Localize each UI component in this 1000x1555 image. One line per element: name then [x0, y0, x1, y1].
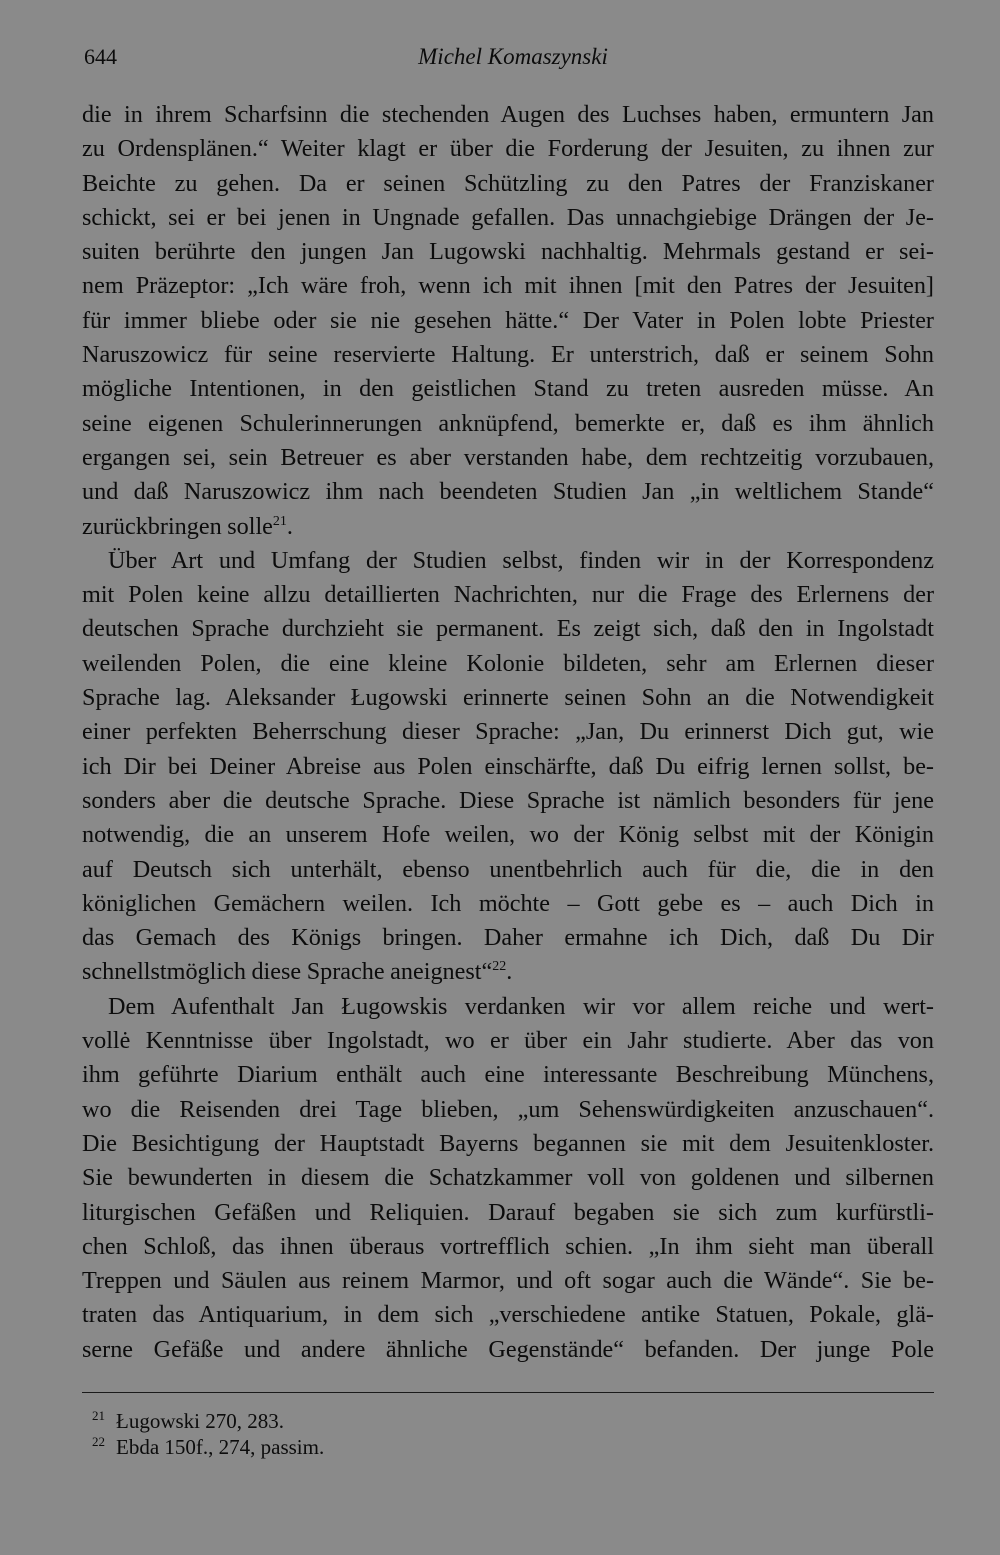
- text-line: [82, 338, 934, 372]
- text-line-content: notwendig, die an unserem Hofe weilen, wo der König selbst mit der Königin: [82, 821, 934, 849]
- text-line-content: das Gemach des Königs bringen. Daher ermahne ich Dich, daß Du Dir: [82, 924, 934, 952]
- running-head: Michel Komaszynski: [418, 44, 608, 69]
- text-line-content: einer perfekten Beherrschung dieser Sprache: „Jan, Du erinnerst Dich gut, wie: [82, 718, 934, 746]
- text-line: [82, 612, 934, 646]
- text-line-content: Treppen und Säulen aus reinem Marmor, und oft sogar auch die Wände“. Sie be-: [82, 1267, 934, 1295]
- text-line-content: nem Präzeptor: „Ich wäre froh, wenn ich mit ihnen [mit den Patres der Jesuiten]: [82, 272, 934, 300]
- text-line: [82, 1024, 934, 1058]
- text-line-content: traten das Antiquarium, in dem sich „verschiedene antike Statuen, Pokale, glä-: [82, 1301, 934, 1329]
- text-line: [82, 304, 934, 338]
- body-text: [82, 98, 934, 1367]
- footnote-reference[interactable]: 21: [272, 513, 287, 529]
- text-line: [82, 441, 934, 475]
- text-line: [82, 98, 934, 132]
- text-line-content: zu Ordensplänen.“ Weiter klagt er über die Forderung der Jesuiten, zu ihnen zur: [82, 135, 934, 163]
- text-line-content: weilenden Polen, die eine kleine Kolonie bildeten, sehr am Erlernen dieser: [82, 649, 934, 677]
- text-line-content: mögliche Intentionen, in den geistlichen Stand zu treten ausreden müsse. An: [82, 375, 934, 403]
- text-line: [82, 475, 934, 509]
- text-line-punctuation: .: [506, 958, 513, 986]
- text-line: [82, 681, 934, 715]
- page: [82, 38, 934, 1367]
- text-line-content: schnellstmöglich diese Sprache aneignest“: [82, 958, 493, 986]
- text-line-content: wo die Reisenden drei Tage blieben, „um Sehenswürdigkeiten anzuschauen“.: [82, 1095, 934, 1123]
- text-line-content: ich Dir bei Deiner Abreise aus Polen einschärfte, daß Du eifrig lernen sollst, be-: [82, 752, 934, 780]
- text-line: [82, 1333, 934, 1367]
- text-line-content: Die Besichtigung der Hauptstadt Bayerns begannen sie mit dem Jesuitenkloster.: [82, 1129, 934, 1157]
- text-line: [82, 372, 934, 406]
- text-line-content: auf Deutsch sich unterhält, ebenso unentbehrlich auch für die, die in den: [82, 855, 934, 883]
- text-line: [82, 921, 934, 955]
- footnote: 21 Ługowski 270, 283.: [92, 1408, 284, 1433]
- text-line-content: königlichen Gemächern weilen. Ich möchte – Gott gebe es – auch Dich in: [82, 889, 934, 917]
- text-line-content: ergangen sei, sein Betreuer es aber verstanden habe, dem rechtzeitig vorzubauen,: [82, 443, 934, 471]
- text-line-content: serne Gefäße und andere ähnliche Gegenstände“ befanden. Der junge Pole: [82, 1335, 934, 1363]
- text-line-content: seine eigenen Schulerinnerungen anknüpfend, bemerkte er, daß es ihm ähnlich: [82, 409, 934, 437]
- text-line: [82, 818, 934, 852]
- text-line: [82, 750, 934, 784]
- footnotes: [92, 1408, 324, 1460]
- text-line: [82, 1093, 934, 1127]
- footnote: 22 Ebda 150f., 274, passim.: [92, 1434, 325, 1459]
- text-line-content: suiten berührte den jungen Jan Lugowski nachhaltig. Mehrmals gestand er sei-: [82, 238, 934, 266]
- text-line-content: mit Polen keine allzu detaillierten Nachrichten, nur die Frage des Erlernens der: [82, 581, 934, 609]
- text-line-content: sonders aber die deutsche Sprache. Diese Sprache ist nämlich besonders für jene: [82, 786, 934, 814]
- text-line: [82, 544, 934, 578]
- text-line-punctuation: .: [286, 512, 293, 540]
- text-line-content: Über Art und Umfang der Studien selbst, finden wir in der Korrespondenz: [108, 546, 934, 574]
- text-line-content: Beichte zu gehen. Da er seinen Schützling zu den Patres der Franziskaner: [82, 169, 934, 197]
- page-header: [82, 38, 934, 82]
- text-line: [82, 235, 934, 269]
- text-line-content: und daß Naruszowicz ihm nach beendeten Studien Jan „in weltlichem Stande“: [82, 478, 934, 506]
- text-line: [82, 1161, 934, 1195]
- text-line-content: liturgischen Gefäßen und Reliquien. Darauf begaben sie sich zum kurfürstli-: [82, 1198, 934, 1226]
- text-line: [82, 510, 934, 544]
- text-line: [82, 269, 934, 303]
- text-line-content: vollė Kenntnisse über Ingolstadt, wo er über ein Jahr studierte. Aber das von: [82, 1027, 934, 1055]
- text-line: [82, 784, 934, 818]
- text-line: [82, 407, 934, 441]
- text-line: [82, 887, 934, 921]
- text-line-content: schickt, sei er bei jenen in Ungnade gefallen. Das unnachgiebige Drängen der Je-: [82, 203, 934, 231]
- text-line-content: Naruszowicz für seine reservierte Haltung. Er unterstrich, daß er seinem Sohn: [82, 341, 934, 369]
- text-line: [82, 990, 934, 1024]
- footnote-rule: [82, 1392, 934, 1393]
- text-line: [82, 647, 934, 681]
- text-line-content: für immer bliebe oder sie nie gesehen hätte.“ Der Vater in Polen lobte Priester: [82, 306, 934, 334]
- text-line: [82, 955, 934, 989]
- text-line: [82, 578, 934, 612]
- text-line-content: die in ihrem Scharfsinn die stechenden Augen des Luchses haben, ermuntern Jan: [82, 101, 934, 128]
- page-number: 644: [84, 44, 117, 69]
- text-line: [82, 1230, 934, 1264]
- text-line: [82, 167, 934, 201]
- text-line: [82, 1127, 934, 1161]
- text-line: [82, 201, 934, 235]
- footnote-text: Ługowski 270, 283.: [116, 1409, 284, 1433]
- text-line: [82, 1058, 934, 1092]
- text-line: [82, 132, 934, 166]
- text-line-content: Sprache lag. Aleksander Ługowski erinnerte seinen Sohn an die Notwendigkeit: [82, 684, 934, 712]
- footnote-text: Ebda 150f., 274, passim.: [116, 1435, 325, 1459]
- text-line: [82, 853, 934, 887]
- text-line-content: ihm geführte Diarium enthält auch eine interessante Beschreibung Münchens,: [82, 1061, 934, 1089]
- text-line: [82, 1196, 934, 1230]
- text-line: [82, 1264, 934, 1298]
- text-line: [82, 1298, 934, 1332]
- text-line-content: zurückbringen solle: [82, 512, 273, 540]
- text-line-content: Sie bewunderten in diesem die Schatzkammer voll von goldenen und silbernen: [82, 1164, 934, 1192]
- footnote-reference[interactable]: 22: [492, 959, 507, 975]
- text-line-content: chen Schloß, das ihnen überaus vortrefflich schien. „In ihm sieht man überall: [82, 1232, 934, 1260]
- text-line-content: Dem Aufenthalt Jan Ługowskis verdanken wir vor allem reiche und wert-: [108, 992, 934, 1020]
- text-line: [82, 715, 934, 749]
- text-line-content: deutschen Sprache durchzieht sie permanent. Es zeigt sich, daß den in Ingolstadt: [82, 615, 934, 643]
